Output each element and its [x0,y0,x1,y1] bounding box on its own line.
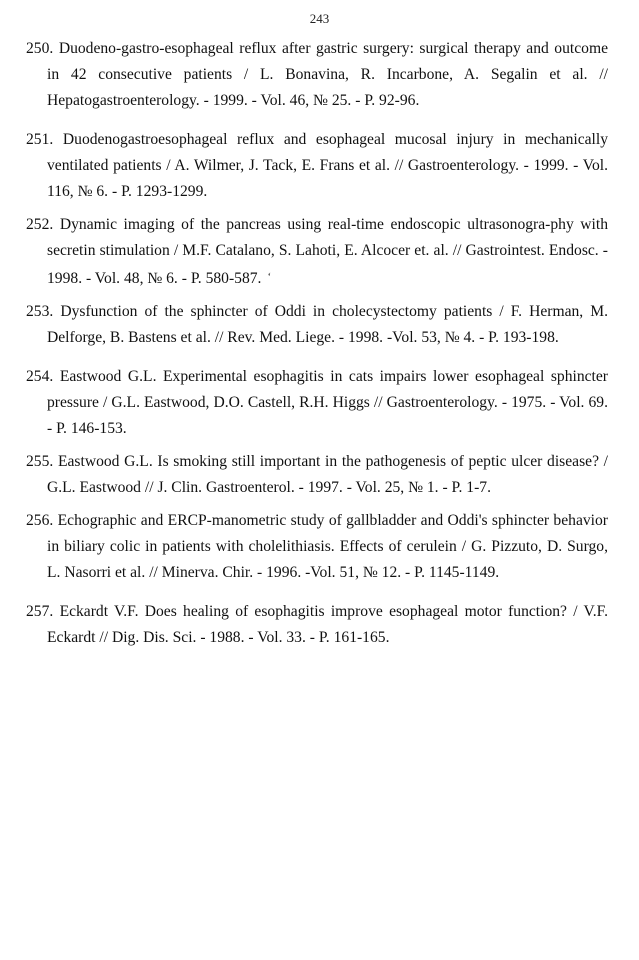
reference-text: Duodeno-gastro-esophageal reflux after gastric surgery: surgical therapy and outcome in 42 consecutive patients / L. Bonavina, R. Incarbone, A. Segalin et al. // Hepatogastroenterology. - 1999. - Vol. 46, № 25. - P. 92-96. [47,40,608,109]
reference-number: 257. [26,603,54,620]
reference-item-253 [26,299,608,351]
reference-number: 256. [26,512,54,529]
reference-item-251 [26,127,608,205]
reference-number: 255. [26,453,54,470]
reference-number: 251. [26,131,54,148]
reference-item-250 [26,36,608,114]
reference-text: Dynamic imaging of the pancreas using real-time endoscopic ultrasonogra-phy with secretin stimulation / M.F. Catalano, S. Lahoti, E. Alcocer et. al. // Gastrointest. Endosc. - 1998. - Vol. 48, № 6. - P. 580-587. [47,216,608,287]
reference-item-252 [26,212,608,292]
reference-list [26,36,608,651]
reference-number: 253. [26,303,54,320]
reference-text: Dysfunction of the sphincter of Oddi in cholecystectomy patients / F. Herman, M. Delforge, B. Bastens et al. // Rev. Med. Liege. - 1998. -Vol. 53, № 4. - P. 193-198. [47,303,608,346]
reference-text: Echographic and ERCP-manometric study of gallbladder and Oddi's sphincter behavior in biliary colic in patients with cholelithiasis. Effects of cerulein / G. Pizzuto, D. Surgo, L. Nasorri et al. // Minerva. Chir. - 1996. -Vol. 51, № 12. - P. 1145-1149. [47,512,608,581]
reference-item-257 [26,599,608,651]
reference-number: 254. [26,368,54,385]
reference-text: Eckardt V.F. Does healing of esophagitis improve esophageal motor function? / V.F. Eckardt // Dig. Dis. Sci. - 1988. - Vol. 33. - P. 161-165. [47,603,608,646]
reference-item-256 [26,508,608,586]
reference-text: Duodenogastroesophageal reflux and esophageal mucosal injury in mechanically ventilated patients / A. Wilmer, J. Tack, E. Frans et al. // Gastroenterology. - 1999. - Vol. 116, № 6. - P. 1293-1299. [47,131,609,200]
page-number: 243 [309,11,330,26]
reference-item-254 [26,364,608,442]
stray-mark: ‘ [267,271,272,283]
reference-number: 252. [26,216,54,233]
reference-text: Eastwood G.L. Is smoking still important in the pathogenesis of peptic ulcer disease? / G.L. Eastwood // J. Clin. Gastroenterol. - 1997. - Vol. 25, № 1. - P. 1-7. [47,453,608,496]
reference-item-255 [26,449,608,501]
reference-number: 250. [26,40,54,57]
reference-text: Eastwood G.L. Experimental esophagitis in cats impairs lower esophageal sphincter pressure / G.L. Eastwood, D.O. Castell, R.H. Higgs // Gastroenterology. - 1975. - Vol. 69. - P. 146-153. [47,368,608,437]
